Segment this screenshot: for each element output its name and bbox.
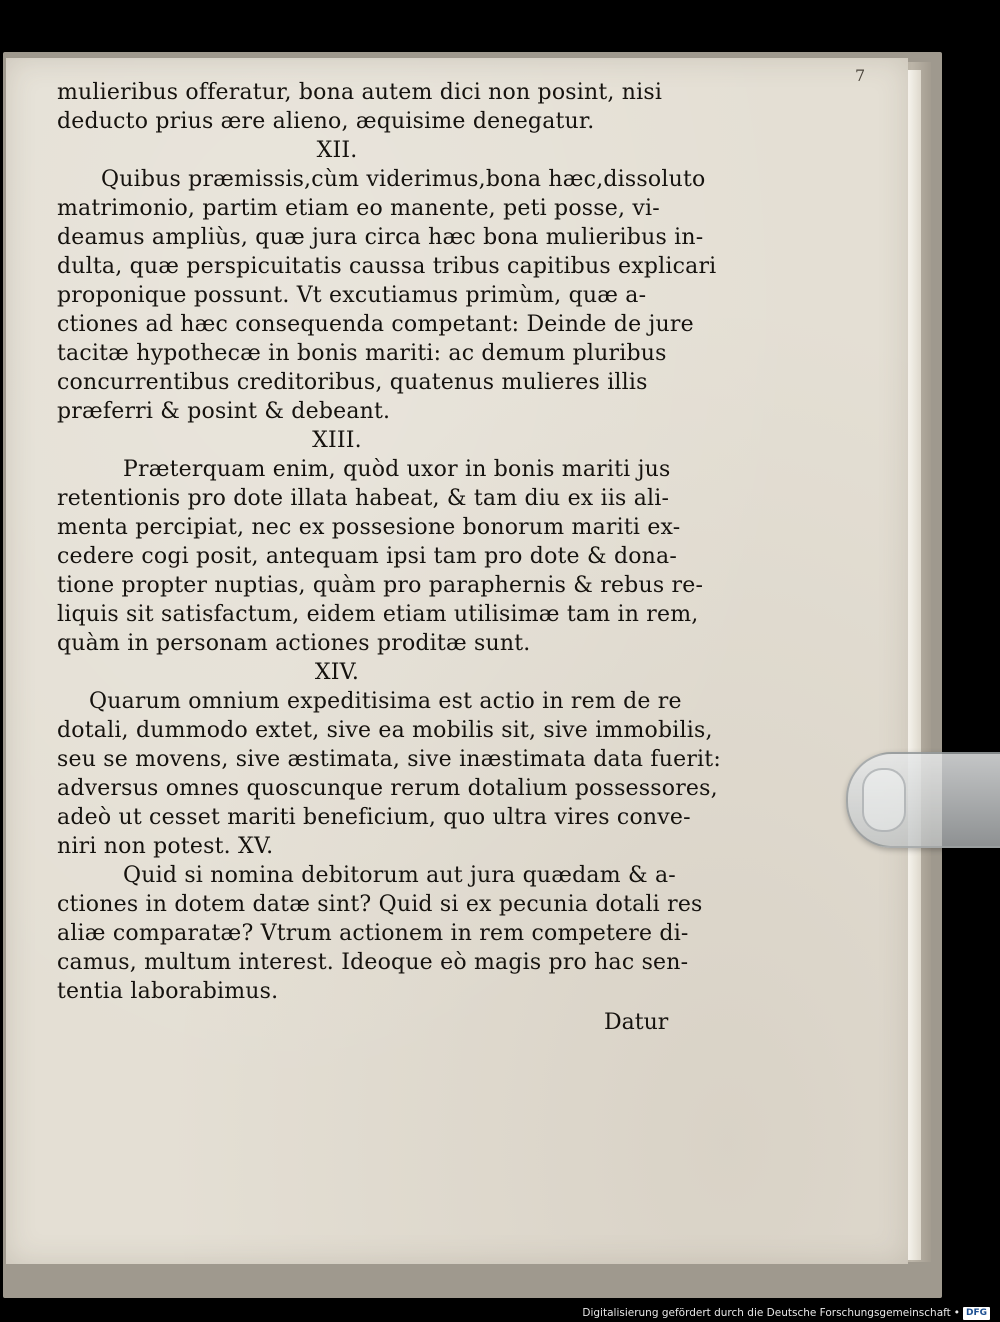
catchword: Datur [604,1010,669,1035]
text-line: tentia laborabimus. [57,979,279,1004]
page-clip [846,752,1000,848]
text-line: retentionis pro dote illata habeat, & tam diu ex iis ali- [57,486,670,511]
credit-text: Digitalisierung gefördert durch die Deutsche Forschungsgemeinschaft [582,1307,951,1319]
text-line: quàm in personam actiones proditæ sunt. [57,631,531,656]
text-line: Præterquam enim, quòd uxor in bonis mariti jus [123,457,671,482]
section-numeral: XIV. [314,660,360,685]
text-line: tacitæ hypothecæ in bonis mariti: ac demum pluribus [57,341,667,366]
body-text [57,78,721,1006]
text-line: præferri & posint & debeant. [57,399,391,424]
text-line: dulta, quæ perspicuitatis caussa tribus capitibus explicari [57,254,717,279]
text-line: ctiones ad hæc consequenda competant: Deinde de jure [57,312,694,337]
text-line: dotali, dummodo extet, sive ea mobilis sit, sive immobilis, [57,718,713,743]
text-line: seu se movens, sive æstimata, sive inæstimata data fuerit: [57,747,721,772]
folio-number: 7 [855,66,866,85]
text-line: tione propter nuptias, quàm pro paraphernis & rebus re- [57,573,704,598]
text-line: Quarum omnium expeditisima est actio in rem de re [89,689,682,714]
text-line: proponique possunt. Vt excutiamus primùm, quæ a- [57,283,647,308]
text-line: aliæ comparatæ? Vtrum actionem in rem competere di- [57,921,689,946]
text-line: deamus ampliùs, quæ jura circa hæc bona mulieribus in- [57,225,704,250]
text-line: camus, multum interest. Ideoque eò magis pro hac sen- [57,950,689,975]
text-line: deducto prius ære alieno, æquisime denegatur. [57,109,595,134]
section-numeral: XII. [316,138,358,163]
text-line: adversus omnes quoscunque rerum dotalium possessores, [57,776,718,801]
section-numeral: XIII. [312,428,362,453]
digitization-credit [582,1305,990,1321]
credit-separator: • [953,1307,960,1319]
text-line: niri non potest. XV. [57,834,274,859]
text-line: liquis sit satisfactum, eidem etiam utilisimæ tam in rem, [57,602,699,627]
text-line: concurrentibus creditoribus, quatenus mulieres illis [57,370,648,395]
text-line: Quibus præmissis,cùm viderimus,bona hæc,dissoluto [101,167,706,192]
text-line: menta percipiat, nec ex possesione bonorum mariti ex- [57,515,681,540]
text-line: mulieribus offeratur, bona autem dici non posint, nisi [57,80,663,105]
text-line: adeò ut cesset mariti beneficium, quo ultra vires conve- [57,805,691,830]
text-line: matrimonio, partim etiam eo manente, peti posse, vi- [57,196,660,221]
text-line: Quid si nomina debitorum aut jura quædam & a- [123,863,676,888]
clip-hole [862,768,906,832]
dfg-logo: DFG [963,1307,990,1320]
text-line: cedere cogi posit, antequam ipsi tam pro dote & dona- [57,544,677,569]
text-line: ctiones in dotem datæ sint? Quid si ex pecunia dotali res [57,892,703,917]
